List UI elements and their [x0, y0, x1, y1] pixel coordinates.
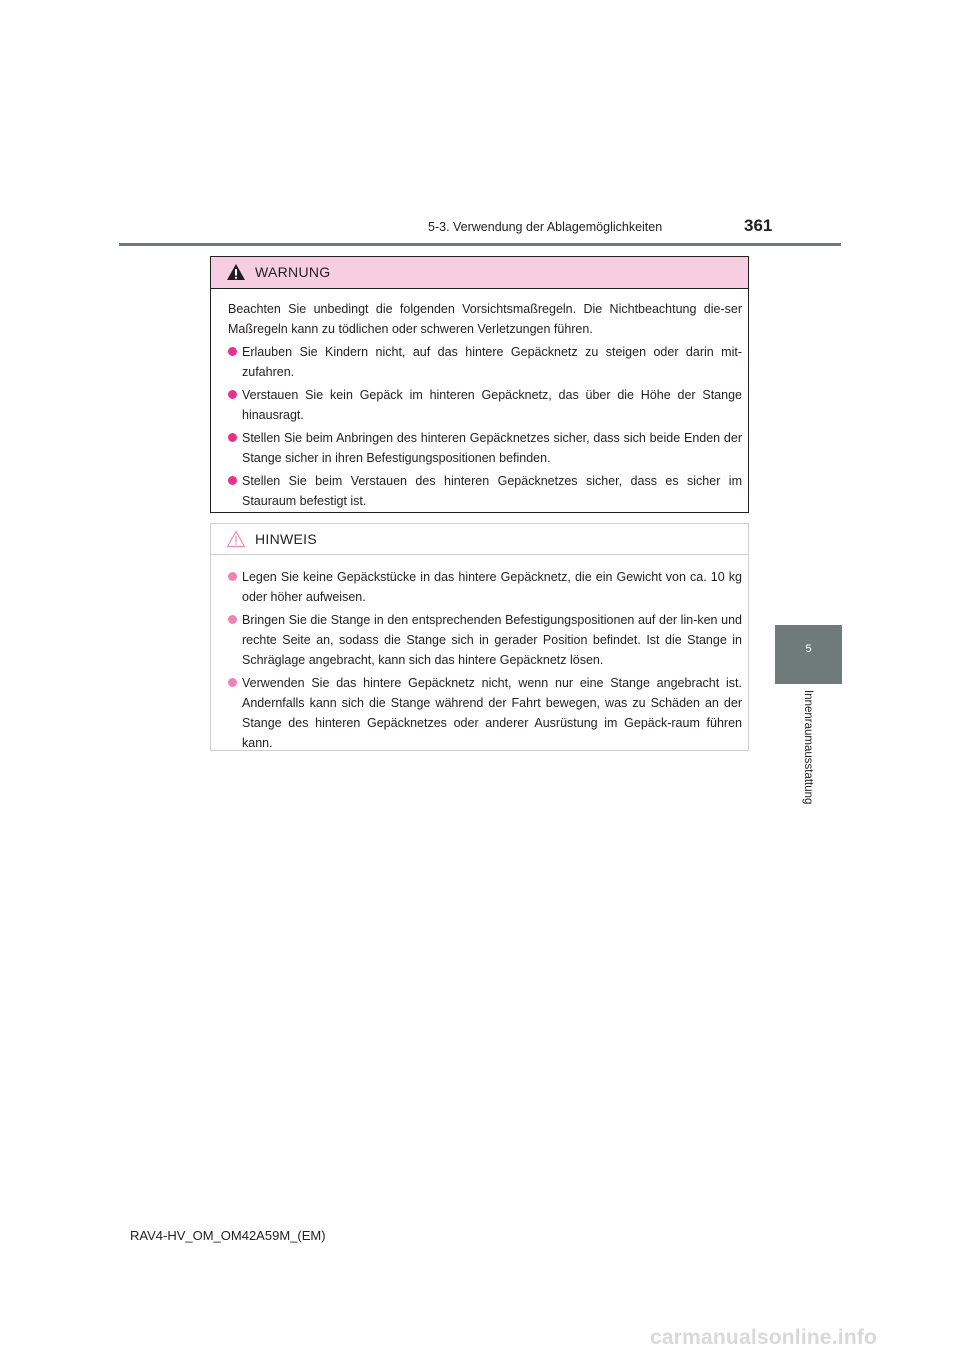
list-item-text: Verstauen Sie kein Gepäck im hinteren Gepäcknetz, das über die Höhe der Stange hinausragt. — [242, 388, 742, 422]
list-item-text: Stellen Sie beim Verstauen des hinteren Gepäcknetzes sicher, dass es sicher im Stauraum befestigt ist. — [242, 474, 742, 508]
header-rule — [119, 243, 841, 246]
bullet-dot — [228, 433, 237, 442]
notice-body — [211, 555, 748, 753]
bullet-dot — [228, 347, 237, 356]
notice-box — [210, 523, 749, 751]
bullet-dot — [228, 678, 237, 687]
list-item — [228, 567, 742, 607]
section-title: 5-3. Verwendung der Ablagemöglichkeiten — [428, 220, 663, 234]
warning-intro: Beachten Sie unbedingt die folgenden Vorsichtsmaßregeln. Die Nichtbeachtung die-ser Maßregeln kann zu tödlichen oder schweren Verletzungen führen. — [228, 302, 742, 336]
list-item-text: Bringen Sie die Stange in den entsprechenden Befestigungspositionen auf der lin-ken und rechte Seite an, sodass die Stange sich in gerader Position befindet. Ist die Stange in Schräglage angebracht, kann sich das hintere Gepäcknetz lösen. — [242, 613, 742, 667]
document-code: RAV4-HV_OM_OM42A59M_(EM) — [130, 1228, 326, 1243]
list-item — [228, 428, 742, 468]
warning-box — [210, 256, 749, 513]
watermark-link[interactable]: carmanualsonline.info — [650, 1326, 878, 1349]
list-item — [228, 342, 742, 382]
bullet-dot — [228, 476, 237, 485]
list-item-text: Verwenden Sie das hintere Gepäcknetz nicht, wenn nur eine Stange angebracht ist. Andernfalls kann sich die Stange während der Fahrt bewegen, was zu Schäden an der Stange des hinteren Gepäcknetzes oder anderer Ausrüstung im Gepäck-raum führen kann. — [242, 676, 742, 750]
caution-triangle-outline-icon — [226, 530, 246, 548]
list-item-text: Stellen Sie beim Anbringen des hinteren Gepäcknetzes sicher, dass sich beide Enden der Stange sicher in ihren Befestigungspositionen befinden. — [242, 431, 742, 465]
notice-title: HINWEIS — [255, 531, 317, 547]
chapter-label — [800, 690, 816, 830]
bullet-dot — [228, 572, 237, 581]
list-item-text: Erlauben Sie Kindern nicht, auf das hintere Gepäcknetz zu steigen oder darin mit-zufahren. — [242, 345, 742, 379]
warning-title: WARNUNG — [255, 264, 331, 280]
warning-header — [211, 257, 748, 289]
bullet-dot — [228, 390, 237, 399]
warning-triangle-icon — [226, 263, 246, 281]
chapter-number: 5 — [805, 643, 812, 655]
list-item-text: Legen Sie keine Gepäckstücke in das hintere Gepäcknetz, die ein Gewicht von ca. 10 kg oder höher aufweisen. — [242, 570, 742, 604]
chapter-label-text: Innenraumausstattung — [802, 690, 814, 805]
list-item — [228, 610, 742, 670]
bullet-dot — [228, 615, 237, 624]
list-item — [228, 385, 742, 425]
chapter-tab[interactable] — [775, 625, 842, 684]
list-item — [228, 673, 742, 753]
warning-body — [211, 289, 748, 511]
page-number: 361 — [744, 216, 773, 235]
notice-header — [211, 524, 748, 555]
list-item — [228, 471, 742, 511]
